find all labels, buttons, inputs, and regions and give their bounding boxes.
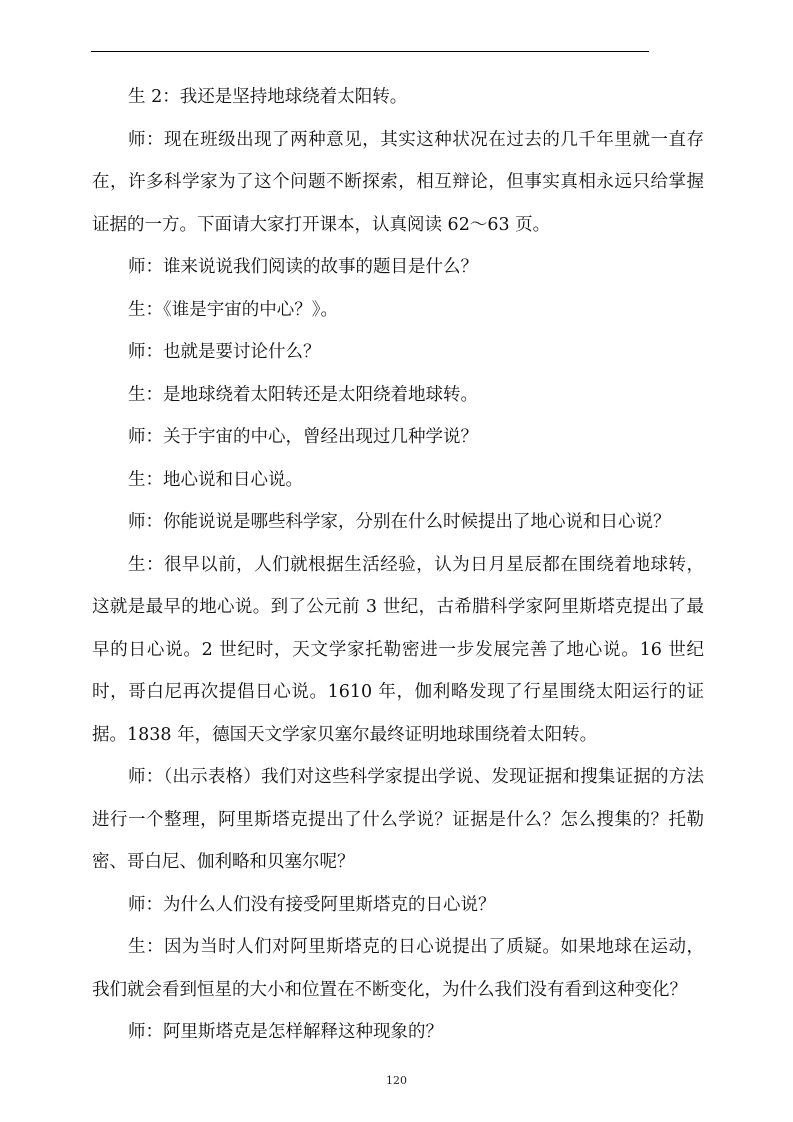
paragraph: 师：为什么人们没有接受阿里斯塔克的日心说？: [128, 894, 496, 915]
paragraph: 师：也就是要讨论什么？: [128, 342, 321, 362]
paragraph: 生：《谁是宇宙的中心？》。: [128, 299, 338, 320]
paragraph: 师：现在班级出现了两种意见，其实这种状况在过去的几千年里就一直存在，许多科学家为了这个问题不断探索，相互辩论，但事实真相永远只给掌握证据的一方。下面请大家打开课本，认真阅读 62～63 页。: [92, 129, 704, 235]
paragraph: 生 2：我还是坚持地球绕着太阳转。: [128, 87, 408, 107]
paragraph: 师：阿里斯塔克是怎样解释这种现象的？: [128, 1022, 443, 1042]
paragraph: 师：你能说说是哪些科学家，分别在什么时候提出了地心说和日心说？: [128, 512, 671, 532]
paragraph: 师：关于宇宙的中心，曾经出现过几种学说？: [128, 427, 478, 447]
paragraph: 师：（出示表格）我们对这些科学家提出学说、发现证据和搜集证据的方法进行一个整理，阿里斯塔克提出了什么学说？证据是什么？怎么搜集的？托勒密、哥白尼、伽利略和贝塞尔呢？: [92, 767, 704, 872]
paragraph: 生：因为当时人们对阿里斯塔克的日心说提出了质疑。如果地球在运动，我们就会看到恒星的大小和位置在不断变化，为什么我们没有看到这种变化？: [92, 937, 704, 1000]
document-body: [92, 76, 704, 1054]
page-number: 120: [386, 1074, 407, 1087]
paragraph: 师：谁来说说我们阅读的故事的题目是什么？: [128, 257, 478, 277]
paragraph: 生：是地球绕着太阳转还是太阳绕着地球转。: [128, 384, 478, 405]
paragraph: 生：地心说和日心说。: [128, 469, 303, 490]
paragraph: 生：很早以前，人们就根据生活经验，认为日月星辰都在围绕着地球转，这就是最早的地心说。到了公元前 3 世纪，古希腊科学家阿里斯塔克提出了最早的日心说。2 世纪时，天文学家托勒密进一步发展完善了地心说。16 世纪时，哥白尼再次提倡日心说。1610 年，伽利略发现了行星围绕太阳运行的证据。1838 年，德国天文学家贝塞尔最终证明地球围绕着太阳转。: [92, 554, 704, 745]
header-rule: [91, 51, 649, 52]
